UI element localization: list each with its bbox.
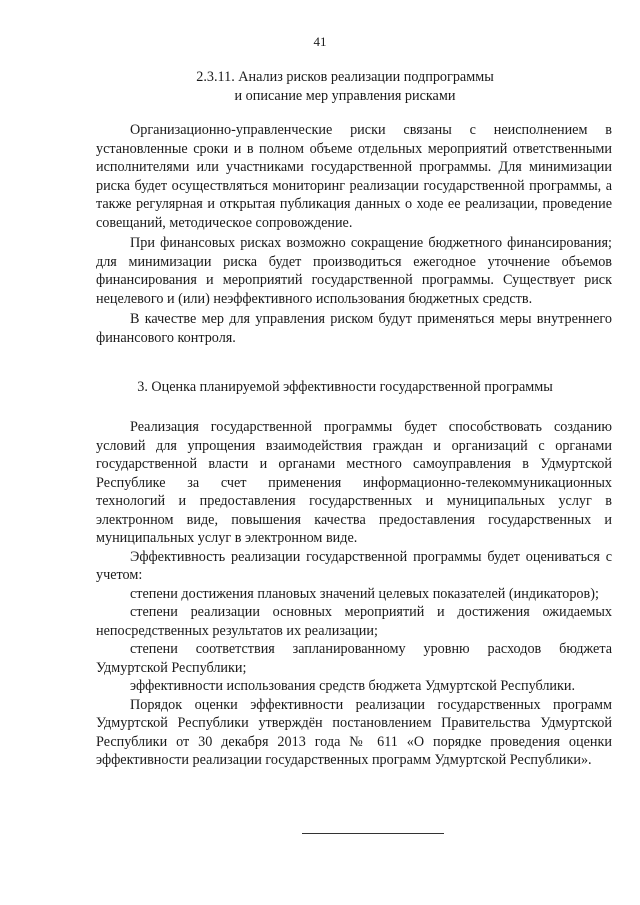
paragraph-control-measures: В качестве мер для управления риском будут применяться меры внутреннего финансового контроля. — [96, 311, 612, 346]
paragraph-financial-risks: При финансовых рисках возможно сокращение бюджетного финансирования; для минимизации риска будет производиться ежегодное уточнение объемов финансирования и мероприятий государственной программы. Существует риск нецелевого и (или) неэффективного использования бюджетных средств. — [96, 235, 612, 307]
section-heading-risks — [60, 68, 630, 106]
list-item-targets: степени достижения плановых значений целевых показателей (индикаторов); — [130, 585, 599, 602]
efficiency-body — [96, 418, 612, 770]
heading-line-2: и описание мер управления рисками — [234, 88, 456, 104]
risks-body — [96, 121, 612, 347]
list-item-budget-efficiency: эффективности использования средств бюджета Удмуртской Республики. — [130, 678, 576, 694]
list-item-budget-level: степени соответствия запланированному уровню расходов бюджета Удмуртской Республики; — [96, 641, 612, 676]
heading-line-1: 2.3.11. Анализ рисков реализации подпрограммы — [196, 69, 494, 85]
list-item-activities: степени реализации основных мероприятий и достижения ожидаемых непосредственных результатов их реализации; — [96, 604, 612, 639]
section-heading-efficiency: 3. Оценка планируемой эффективности государственной программы — [137, 379, 553, 395]
end-rule — [302, 833, 444, 834]
paragraph-evaluation-intro: Эффективность реализации государственной программы будет оцениваться с учетом: — [96, 548, 612, 583]
paragraph-evaluation-procedure: Порядок оценки эффективности реализации государственных программ Удмуртской Республики утверждён постановлением Правительства Удмуртской Республики от 30 декабря 2013 года № 611 «О порядке проведения оценки эффективности реализации государственных программ Удмуртской Республики». — [96, 696, 612, 768]
paragraph-implementation: Реализация государственной программы будет способствовать созданию условий для упрощения взаимодействия граждан и организаций с органами государственной власти и органами местного самоуправления в Удмуртской Республике за счет применения информационно-телекоммуникационных технологий и предоставления государственных и муниципальных услуг в электронном виде, повышения качества предоставления государственных и муниципальных услуг в электронном виде. — [96, 419, 612, 546]
page-number: 41 — [313, 34, 327, 49]
paragraph-organizational-risks: Организационно-управленческие риски связаны с неисполнением в установленные сроки и в полном объеме отдельных мероприятий ответственными исполнителями или участниками государственной программы. Для минимизации риска будет осуществляться мониторинг реализации государственной программы, а также регулярная и открытая публикация данных о ходе ее реализации, проведение совещаний, методическое сопровождение. — [96, 122, 612, 231]
